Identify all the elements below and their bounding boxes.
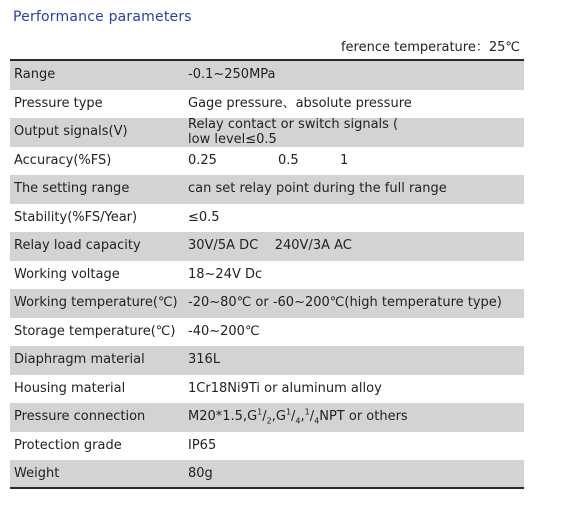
table-row-working-temperature	[10, 289, 524, 318]
connection-sup: 1	[257, 407, 263, 417]
row-value: ≤0.5	[188, 209, 220, 225]
connection-sup: 1	[285, 407, 292, 417]
connection-part: M20*1.5,G	[188, 409, 258, 424]
accuracy-value-2: 0.5	[278, 152, 299, 168]
row-value: 316L	[188, 352, 221, 367]
connection-part: ,G	[271, 409, 286, 424]
row-value: 18~24V Dc	[188, 266, 263, 282]
row-label: Weight	[14, 466, 60, 481]
row-label: Relay load capacity	[14, 238, 141, 253]
row-value: IP65	[188, 437, 217, 453]
row-value: -0.1~250MPa	[188, 67, 276, 82]
connection-slash: /	[291, 409, 296, 424]
row-value: can set relay point during the full range	[188, 181, 447, 196]
table-row-protection-grade	[10, 432, 524, 461]
table-row-storage-temperature	[10, 318, 524, 347]
row-value-line1: Relay contact or switch signals (	[188, 117, 399, 132]
table-row-accuracy	[10, 147, 524, 176]
row-label: Pressure connection	[14, 409, 146, 424]
row-label: Protection grade	[14, 437, 122, 453]
row-value	[188, 117, 398, 146]
row-value: 80g	[188, 466, 213, 481]
table-row-pressure-connection	[10, 403, 524, 432]
row-label: Pressure type	[14, 95, 103, 111]
table-row-range	[10, 61, 524, 90]
table-row-relay-load	[10, 232, 524, 261]
table-row-output-signals	[10, 118, 524, 147]
table-row-pressure-type	[10, 90, 524, 119]
connection-slash: /	[262, 409, 267, 424]
connection-part: ,	[300, 409, 305, 424]
connection-sub: 4	[314, 416, 320, 426]
connection-part: NPT or others	[319, 409, 408, 424]
row-label: Stability(%FS/Year)	[14, 209, 138, 225]
spec-table	[10, 61, 524, 489]
row-label: Range	[14, 67, 56, 82]
row-label: Housing material	[14, 380, 126, 396]
row-label: Storage temperature(℃)	[14, 323, 176, 339]
section-title: Performance parameters	[13, 9, 192, 25]
connection-sup: 1	[304, 407, 310, 417]
row-label: Diaphragm material	[14, 352, 145, 367]
row-value: -20~80℃ or -60~200℃(high temperature type)	[188, 295, 502, 310]
connection-slash: /	[309, 409, 315, 424]
row-label: Working temperature(℃)	[14, 295, 178, 310]
row-value: 1Cr18Ni9Ti or aluminum alloy	[188, 380, 382, 396]
accuracy-value-1: 0.25	[188, 152, 217, 168]
row-label: Output signals(V)	[14, 124, 128, 139]
row-value: 30V/5A DC 240V/3A AC	[188, 238, 352, 253]
row-value: Gage pressure、absolute pressure	[188, 95, 412, 111]
table-row-setting-range	[10, 175, 524, 204]
row-value	[188, 403, 408, 432]
table-row-working-voltage	[10, 261, 524, 290]
accuracy-value-3: 1	[340, 152, 349, 168]
row-label: Accuracy(%FS)	[14, 152, 112, 168]
row-label: The setting range	[14, 181, 130, 196]
row-value-line2: low level≤0.5	[188, 132, 277, 146]
table-bottom-rule	[10, 487, 524, 489]
table-row-housing	[10, 375, 524, 404]
connection-sub: 2	[266, 416, 272, 426]
table-row-weight	[10, 460, 524, 489]
connection-sub: 4	[295, 416, 301, 426]
reference-temperature: ference temperature：25℃	[340, 40, 520, 55]
table-row-stability	[10, 204, 524, 233]
table-row-diaphragm	[10, 346, 524, 375]
row-label: Working voltage	[14, 266, 120, 282]
row-value: -40~200℃	[188, 323, 260, 339]
